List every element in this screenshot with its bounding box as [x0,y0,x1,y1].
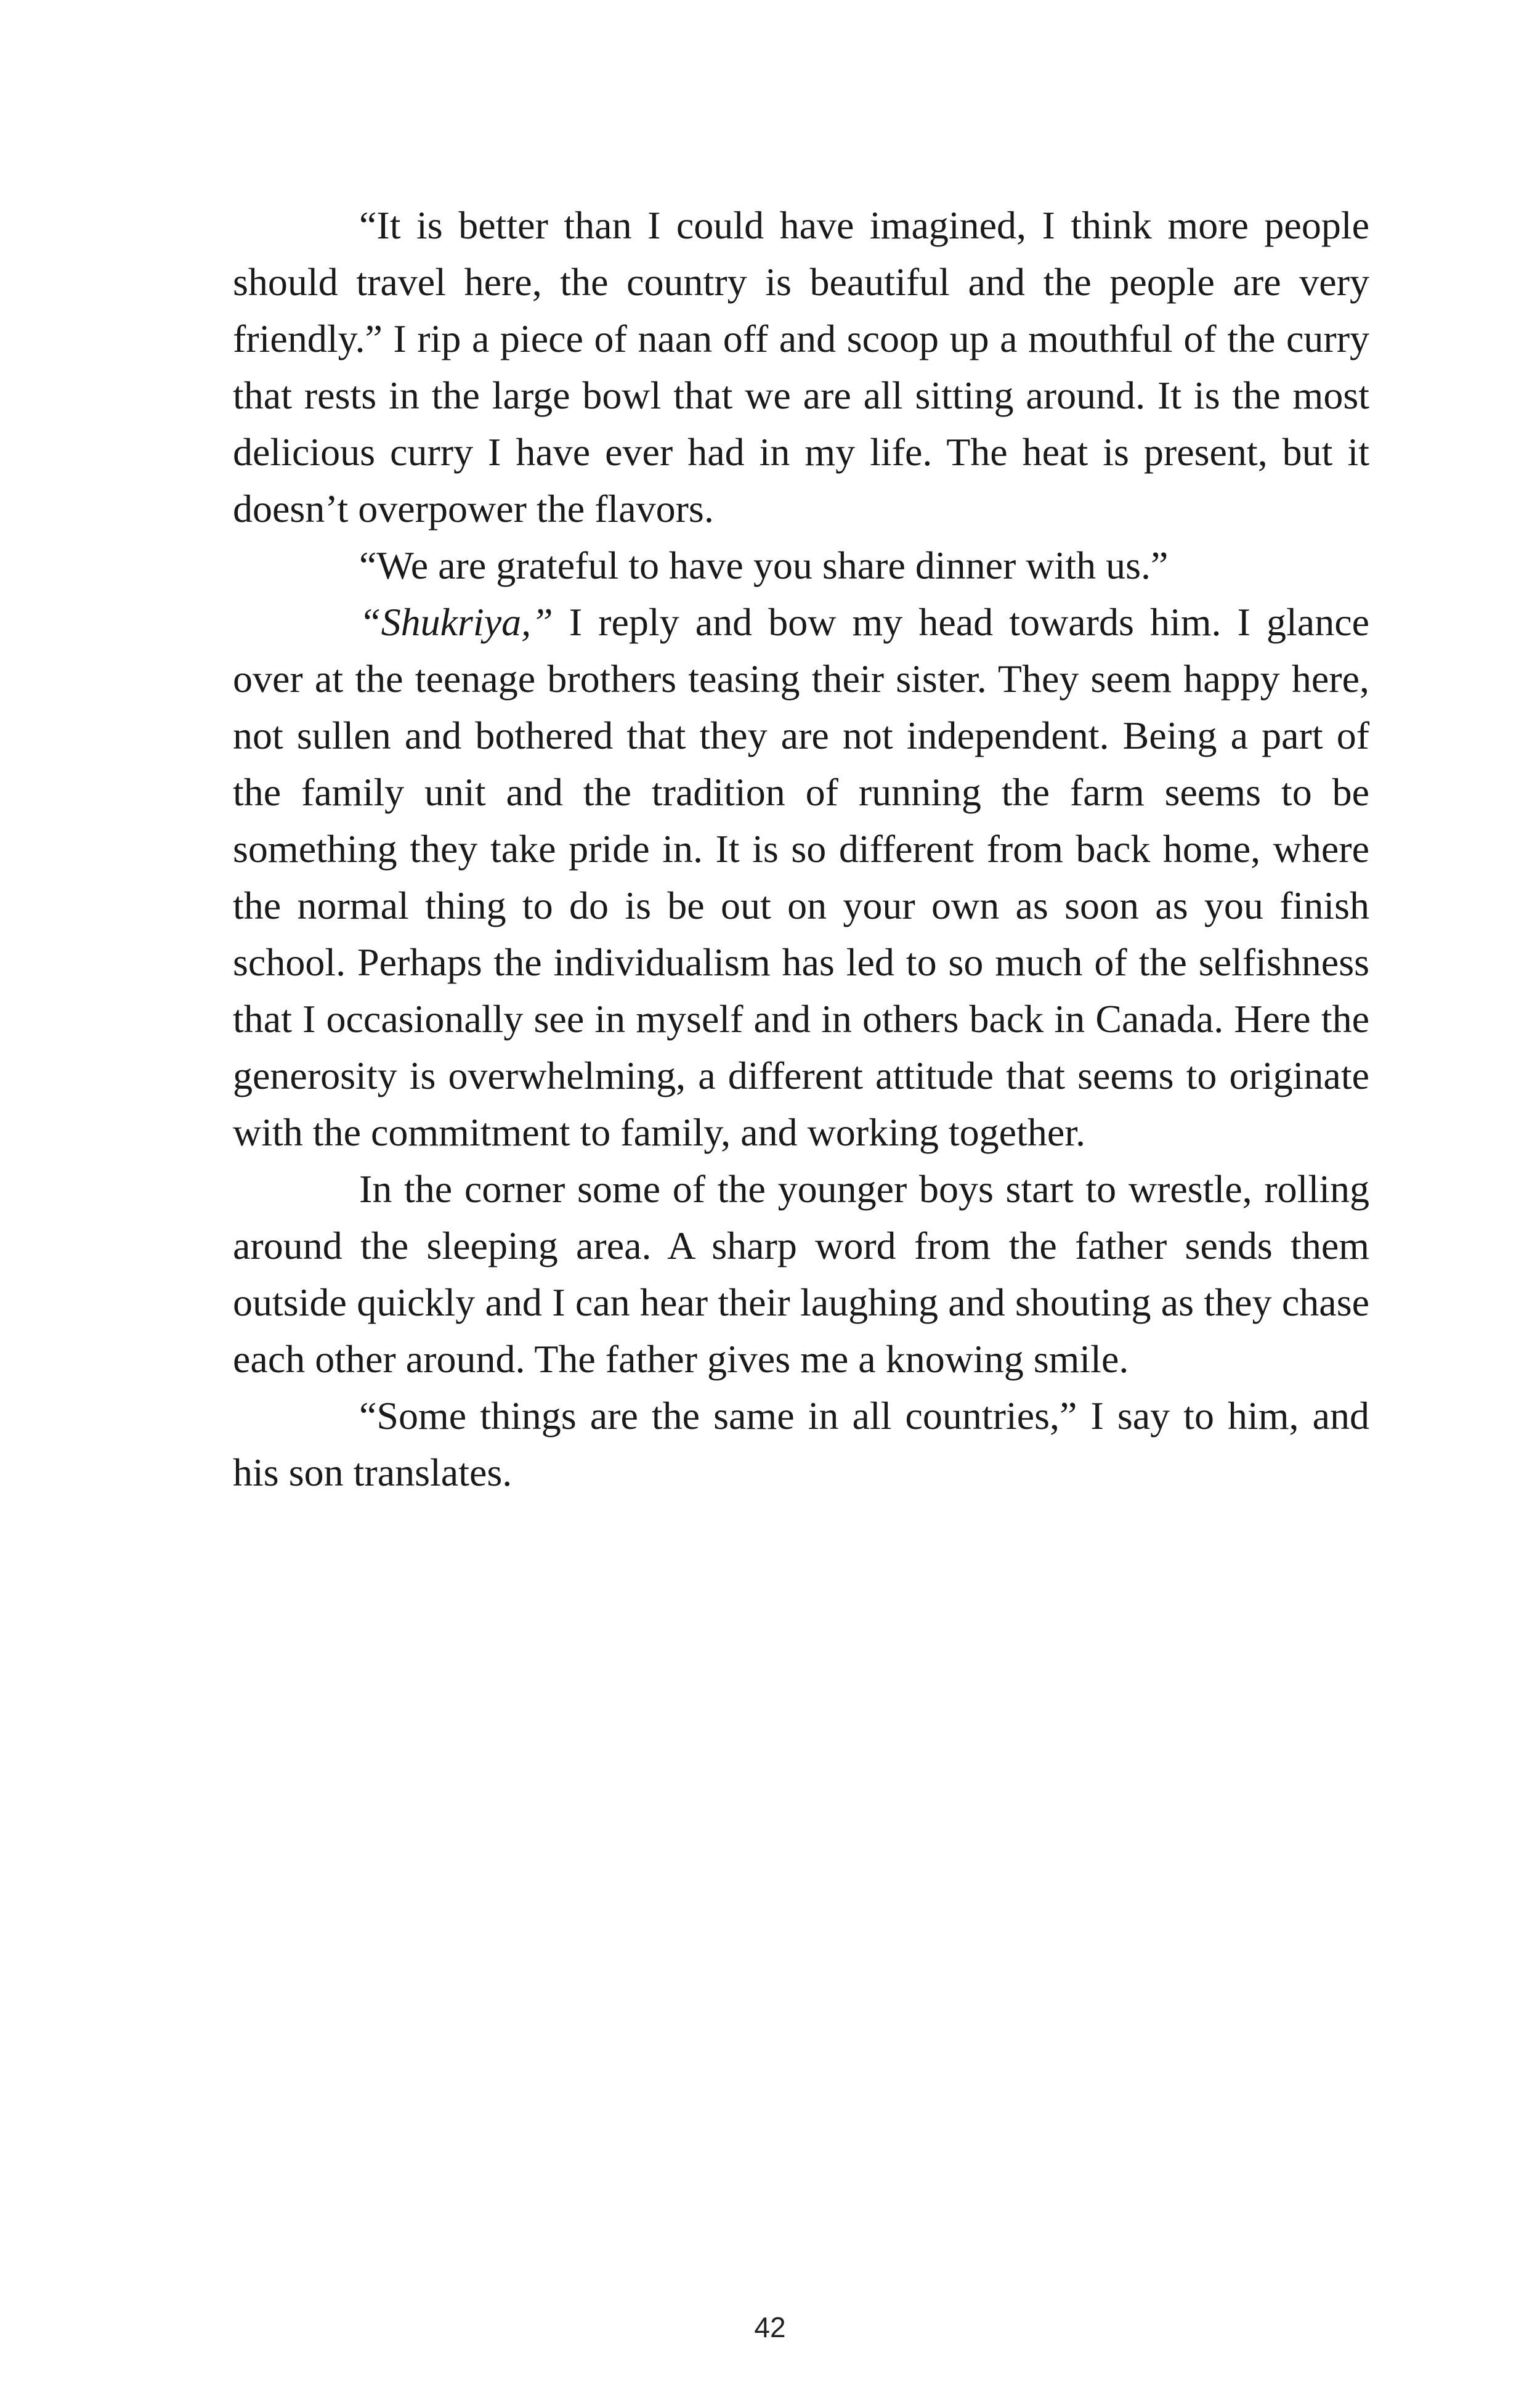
paragraph-3 [233,594,1369,1161]
italic-word-shukriya: “Shukriya,” [359,600,553,644]
page-number: 42 [754,2311,786,2343]
paragraph-2: “We are grateful to have you share dinner with us.” [359,543,1169,587]
body-text [233,197,1369,1501]
paragraph-5: “Some things are the same in all countries,” I say to him, and his son translates. [233,1394,1369,1494]
paragraph-3-text: I reply and bow my head towards him. I glance over at the teenage brothers teasing their sister. They seem happy here, not sullen and bothered that they are not independent. Being a part of the family unit and the tradition of running the farm seems to be something they take pride in. It is so different from back home, where the normal thing to do is be out on your own as soon as you finish school. Perhaps the individualism has led to so much of the selfishness that I occasionally see in myself and in others back in Canada. Here the generosity is overwhelming, a different attitude that seems to originate with the commitment to family, and working together. [233,600,1369,1154]
paragraph-4: In the corner some of the younger boys start to wrestle, rolling around the sleeping area. A sharp word from the father sends them outside quickly and I can hear their laughing and shouting as they chase each other around. The father gives me a knowing smile. [233,1167,1369,1381]
paragraph-1: “It is better than I could have imagined, I think more people should travel here, the country is beautiful and the people are very friendly.” I rip a piece of naan off and scoop up a mouthful of the curry that rests in the large bowl that we are all sitting around. It is the most delicious curry I have ever had in my life. The heat is present, but it doesn’t overpower the flavors. [233,203,1369,531]
